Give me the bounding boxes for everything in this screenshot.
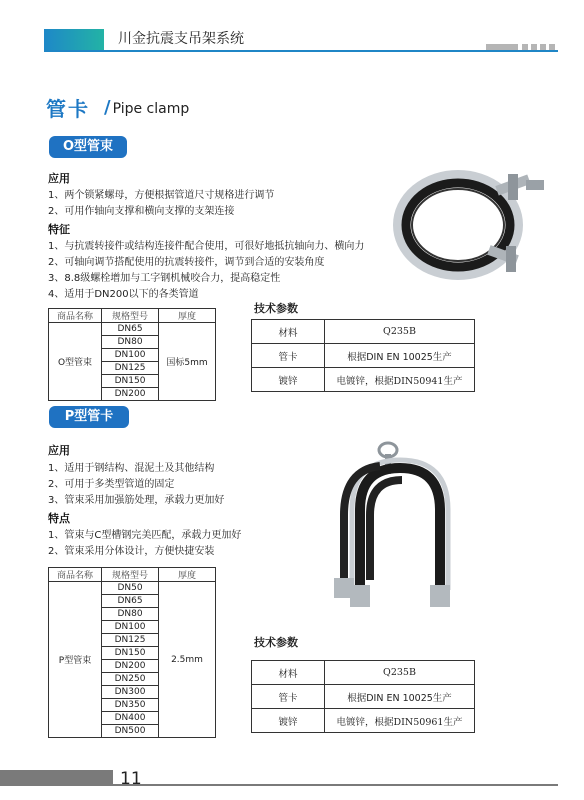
o-use-line: 2、可用作轴向支撑和横向支撑的支架连接 <box>48 206 235 217</box>
page-number: 11 <box>120 769 142 789</box>
spec-header-cell: 厚度 <box>159 568 216 582</box>
o-spec-table <box>48 308 216 401</box>
o-feature-line: 3、8.8级螺栓增加与工字钢机械咬合力，提高稳定性 <box>48 273 281 284</box>
tech-key-cell: 镀锌 <box>252 368 325 392</box>
o-tech-heading: 技术参数 <box>254 302 298 315</box>
p-feature-line: 2、管束采用分体设计，方便快捷安装 <box>48 546 215 557</box>
header-grey-dot <box>540 44 546 50</box>
p-clamp-badge: P型管卡 <box>49 406 129 428</box>
o-feature-heading: 特征 <box>48 223 70 236</box>
footer-bar <box>0 770 113 786</box>
p-use-line: 1、适用于钢结构、混泥土及其他结构 <box>48 463 215 474</box>
header-grey-dot <box>549 44 555 50</box>
spec-size-cell: DN150 <box>102 375 159 388</box>
o-feature-line: 2、可轴向调节搭配使用的抗震转接件，调节到合适的安装角度 <box>48 257 325 268</box>
spec-header-cell: 规格型号 <box>102 309 159 323</box>
header-grey-dot <box>531 44 537 50</box>
o-use-heading: 应用 <box>48 172 70 185</box>
spec-name-cell: O型管束 <box>49 323 102 401</box>
tech-value-cell: 根据DIN EN 10025生产 <box>325 685 475 709</box>
spec-size-cell: DN200 <box>102 388 159 401</box>
o-pipe-clamp-image <box>378 150 558 290</box>
header-accent-bar <box>44 29 104 51</box>
spec-size-cell: DN80 <box>102 608 159 621</box>
spec-size-cell: DN125 <box>102 362 159 375</box>
spec-size-cell: DN50 <box>102 582 159 595</box>
spec-header-cell: 规格型号 <box>102 568 159 582</box>
spec-size-cell: DN100 <box>102 621 159 634</box>
section-title-cn: 管卡 <box>46 97 90 121</box>
spec-size-cell: DN65 <box>102 323 159 336</box>
o-use-line: 1、两个锁紧螺母，方便根据管道尺寸规格进行调节 <box>48 190 275 201</box>
tech-value-cell: 电镀锌，根据DIN50961生产 <box>325 709 475 733</box>
o-feature-line: 4、适用于DN200以下的各类管道 <box>48 289 199 300</box>
p-tech-table <box>251 660 475 733</box>
header-title: 川金抗震支吊架系统 <box>118 31 244 47</box>
spec-size-cell: DN100 <box>102 349 159 362</box>
spec-header-cell: 厚度 <box>159 309 216 323</box>
tech-key-cell: 管卡 <box>252 344 325 368</box>
p-use-heading: 应用 <box>48 444 70 457</box>
spec-header-cell: 商品名称 <box>49 309 102 323</box>
header-grey-block <box>486 44 518 50</box>
tech-key-cell: 管卡 <box>252 685 325 709</box>
p-feature-line: 1、管束与C型槽钢完美匹配，承载力更加好 <box>48 530 242 541</box>
tech-key-cell: 材料 <box>252 661 325 685</box>
p-feature-heading: 特点 <box>48 512 70 525</box>
tech-value-cell: 电镀锌，根据DIN50941生产 <box>325 368 475 392</box>
p-use-line: 2、可用于多类型管道的固定 <box>48 479 175 490</box>
spec-size-cell: DN80 <box>102 336 159 349</box>
section-title-en: Pipe clamp <box>112 101 190 117</box>
title-slash: / <box>104 97 111 118</box>
spec-size-cell: DN400 <box>102 712 159 725</box>
tech-value-cell: Q235B <box>325 320 475 344</box>
section-title-en-wrap <box>104 97 189 118</box>
header-grey-dot <box>522 44 528 50</box>
spec-size-cell: DN350 <box>102 699 159 712</box>
spec-name-cell: P型管束 <box>49 582 102 738</box>
spec-size-cell: DN125 <box>102 634 159 647</box>
spec-size-cell: DN250 <box>102 673 159 686</box>
o-clamp-badge: O型管束 <box>49 136 127 158</box>
o-tech-table <box>251 319 475 392</box>
footer-rule <box>113 784 558 786</box>
p-tech-heading: 技术参数 <box>254 636 298 649</box>
o-feature-line: 1、与抗震转接件或结构连接件配合使用，可很好地抵抗轴向力、横向力 <box>48 241 365 252</box>
tech-value-cell: 根据DIN EN 10025生产 <box>325 344 475 368</box>
spec-thickness-cell: 2.5mm <box>159 582 216 738</box>
p-spec-table <box>48 567 216 738</box>
tech-key-cell: 材料 <box>252 320 325 344</box>
spec-size-cell: DN500 <box>102 725 159 738</box>
p-pipe-clamp-image <box>330 440 490 620</box>
spec-size-cell: DN200 <box>102 660 159 673</box>
header-rule <box>44 50 558 52</box>
p-use-line: 3、管束采用加强筋处理，承载力更加好 <box>48 495 225 506</box>
spec-header-cell: 商品名称 <box>49 568 102 582</box>
spec-size-cell: DN65 <box>102 595 159 608</box>
tech-key-cell: 镀锌 <box>252 709 325 733</box>
spec-size-cell: DN150 <box>102 647 159 660</box>
spec-thickness-cell: 国标5mm <box>159 323 216 401</box>
tech-value-cell: Q235B <box>325 661 475 685</box>
spec-size-cell: DN300 <box>102 686 159 699</box>
